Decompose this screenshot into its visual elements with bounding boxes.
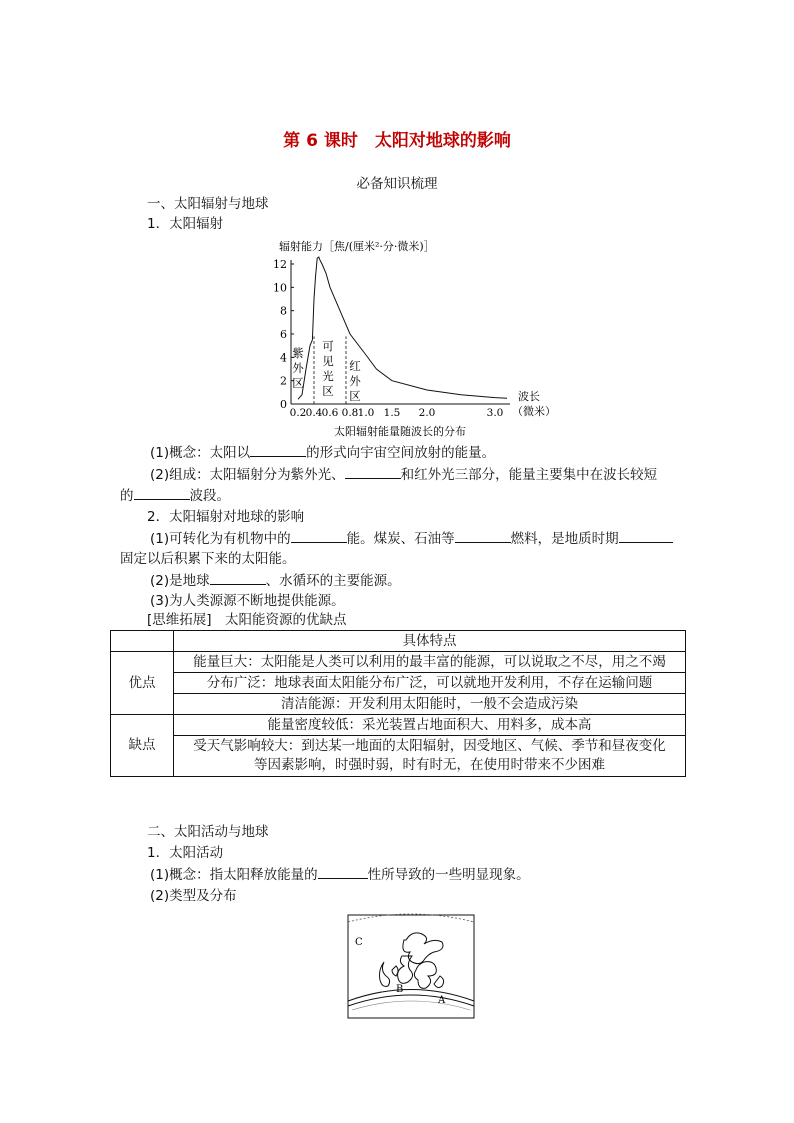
composition-line: (2)组成：太阳辐射分为紫外光、 和红外光三部分，能量主要集中在波长较短 <box>150 464 657 485</box>
x-tick-label: 0.4 <box>305 407 323 419</box>
y-tick-label: 0 <box>280 398 287 411</box>
zone-label-char: 区 <box>292 376 304 390</box>
part1-heading: 一、太阳辐射与地球 <box>147 196 269 212</box>
zone-label-char: 区 <box>349 389 361 403</box>
adv-item: 分布广泛：地球表面太阳能分布广泛，可以就地开发利用，不存在运输问题 <box>174 673 686 694</box>
y-tick-label: 12 <box>273 258 287 271</box>
table-row <box>111 694 686 715</box>
y-tick-label: 10 <box>273 281 287 295</box>
zone-label-char: 外 <box>292 361 304 375</box>
x-tick-label: 3.0 <box>486 407 504 419</box>
chart-xlabel-2: （微米） <box>512 405 556 418</box>
chart-caption: 太阳辐射能量随波长的分布 <box>334 425 466 438</box>
dis-label: 缺点 <box>111 715 174 777</box>
part1-sub1: 1．太阳辐射 <box>147 216 224 232</box>
part2-concept-line: (1)概念：指太阳释放能量的 性所导致的一些明显现象。 <box>150 864 530 885</box>
chart-xlabel-1: 波长 <box>518 390 540 403</box>
x-tick-label: 0.2 <box>289 407 307 419</box>
y-tick-label: 4 <box>280 351 287 365</box>
adv-label: 优点 <box>111 652 174 715</box>
y-tick-label: 2 <box>280 374 287 388</box>
table-row <box>111 715 686 736</box>
x-tick-labels <box>290 407 504 419</box>
blank <box>134 485 190 500</box>
concept-line: (1)概念：太阳以 的形式向宇宙空间放射的能量。 <box>150 442 495 463</box>
dis-item: 能量密度较低：采光装置占地面积大、用料多，成本高 <box>174 715 686 736</box>
effect3-line: (3)为人类源源不断地提供能源。 <box>150 593 345 609</box>
zone-label-char: 紫 <box>292 346 304 360</box>
zone-label-char: 光 <box>322 369 334 383</box>
blank <box>291 528 347 543</box>
table-header-row <box>111 631 686 652</box>
zone-label-char: 外 <box>349 374 361 388</box>
part1-sub2: 2．太阳辐射对地球的影响 <box>147 509 305 525</box>
label-a: A <box>438 995 446 1006</box>
y-tick-label: 6 <box>280 328 287 341</box>
composition-line-2: 的 波段。 <box>120 485 230 506</box>
part2-types-line: (2)类型及分布 <box>150 888 237 904</box>
table-row <box>111 673 686 694</box>
x-tick-label: 1.0 <box>357 407 375 419</box>
adv-item: 清洁能源：开发利用太阳能时，一般不会造成污染 <box>174 694 686 715</box>
chart-ylabel: 辐射能力［焦/(厘米²·分·微米)］ <box>279 240 435 253</box>
y-tick-label: 8 <box>280 304 287 318</box>
dis-item: 受天气影响较大：到达某一地面的太阳辐射，因受地区、气候、季节和昼夜变化 等因素影响，时强时弱，时有时无，在使用时带来不少困难 <box>174 736 686 777</box>
effect1-line-2: 固定以后积累下来的太阳能。 <box>120 551 296 567</box>
label-c: C <box>355 937 363 948</box>
zone-label-char: 红 <box>349 359 361 373</box>
x-tick-label: 1.5 <box>383 407 401 419</box>
x-tick-label: 0.8 <box>341 407 359 419</box>
part2-heading: 二、太阳活动与地球 <box>147 824 269 840</box>
section-heading: 必备知识梳理 <box>356 176 438 192</box>
expand-heading: [思维拓展] 太阳能资源的优缺点 <box>147 612 347 628</box>
blank <box>345 464 401 479</box>
blank <box>318 864 368 879</box>
label-b: B <box>396 984 404 995</box>
adv-item: 能量巨大：太阳能是人类可以利用的最丰富的能源，可以说取之不尽，用之不竭 <box>174 652 686 673</box>
page-title: 第 6 课时 太阳对地球的影响 <box>283 131 511 151</box>
effect2-line: (2)是地球 、水循环的主要能源。 <box>150 570 401 591</box>
table-row <box>111 652 686 673</box>
blank <box>619 528 673 543</box>
blank <box>210 570 266 585</box>
x-tick-label: 0.6 <box>321 407 339 419</box>
features-table <box>110 630 686 777</box>
zone-label-char: 区 <box>322 384 334 398</box>
table-header: 具体特点 <box>174 631 686 652</box>
blank <box>455 528 511 543</box>
table-row <box>111 736 686 777</box>
blank <box>250 442 306 457</box>
zone-label-char: 见 <box>322 354 334 368</box>
zone-label-char: 可 <box>322 339 334 353</box>
effect1-line: (1)可转化为有机物中的 能。煤炭、石油等 燃料，是地质时期 <box>150 528 673 549</box>
part2-sub1: 1．太阳活动 <box>147 845 224 861</box>
x-tick-label: 2.0 <box>418 407 436 419</box>
